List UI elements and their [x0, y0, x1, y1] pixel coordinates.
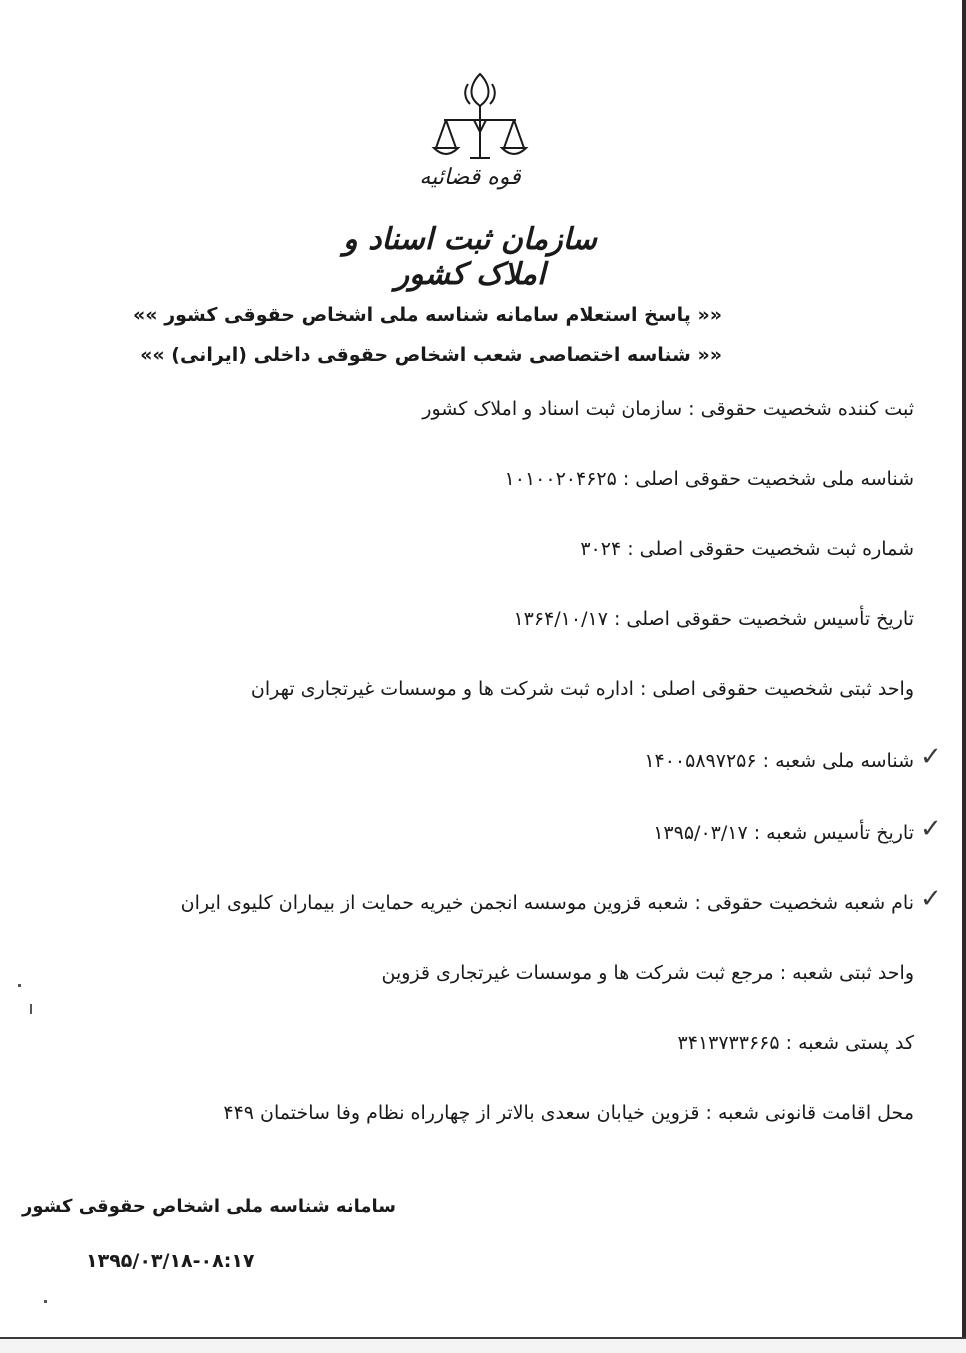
scan-speck: [30, 1004, 32, 1014]
footer-timestamp: ۱۳۹۵/۰۳/۱۸-۰۸:۱۷: [86, 1250, 255, 1272]
field-value: ۱۰۱۰۰۲۰۴۶۲۵: [504, 468, 617, 490]
field-main-national-id: [505, 468, 914, 490]
field-branch-name: [181, 892, 914, 914]
field-separator: :: [779, 1032, 799, 1054]
field-label: ثبت کننده شخصیت حقوقی: [700, 398, 914, 420]
field-separator: :: [616, 468, 636, 490]
response-title: «« پاسخ استعلام سامانه شناسه ملی اشخاص حقوقی کشور »»: [133, 304, 722, 326]
field-value: مرجع ثبت شرکت ها و موسسات غیرتجاری قزوین: [381, 962, 774, 984]
field-separator: :: [633, 678, 653, 700]
field-separator: :: [699, 1102, 718, 1124]
field-separator: :: [607, 608, 627, 630]
judiciary-title: قوه قضائیه: [419, 165, 521, 190]
field-branch-national-id: [644, 750, 914, 772]
field-label: شناسه ملی شعبه: [775, 750, 914, 772]
field-label: تاریخ تأسیس شعبه: [766, 822, 914, 844]
field-label: نام شعبه شخصیت حقوقی: [706, 892, 914, 914]
field-label: واحد ثبتی شخصیت حقوقی اصلی: [652, 678, 914, 700]
field-value: ۱۴۰۰۵۸۹۷۲۵۶: [644, 750, 757, 772]
scan-speck: [18, 984, 21, 987]
field-label: واحد ثبتی شعبه: [792, 962, 914, 984]
field-branch-legal-address: [223, 1102, 914, 1124]
field-label: کد پستی شعبه: [798, 1032, 914, 1054]
field-value: قزوین خیابان سعدی بالاتر از چهارراه نظام وفا ساختمان ۴۴۹: [223, 1102, 700, 1124]
field-main-registration-unit: [251, 678, 914, 700]
field-value: ۳۰۲۴: [580, 538, 622, 560]
field-separator: :: [747, 822, 767, 844]
field-value: ۱۳۹۵/۰۳/۱۷: [653, 822, 748, 844]
field-value: سازمان ثبت اسناد و املاک کشور: [422, 398, 683, 420]
field-value: اداره ثبت شرکت ها و موسسات غیرتجاری تهران: [250, 678, 634, 700]
footer-system-name: سامانه شناسه ملی اشخاص حقوقی کشور: [22, 1196, 396, 1217]
judiciary-emblem-icon: [430, 70, 530, 166]
field-branch-postal-code: [678, 1032, 914, 1054]
field-separator: :: [773, 962, 793, 984]
field-main-registration-number: [580, 538, 914, 560]
field-label: شناسه ملی شخصیت حقوقی اصلی: [635, 468, 914, 490]
field-separator: :: [756, 750, 776, 772]
field-main-establishment-date: [513, 608, 914, 630]
scan-margin-bottom: [0, 1339, 966, 1353]
scan-speck: [44, 1300, 47, 1303]
field-branch-registration-unit: [382, 962, 914, 984]
field-label: محل اقامت قانونی شعبه: [717, 1102, 914, 1124]
field-value: ۳۴۱۳۷۳۳۶۶۵: [677, 1032, 780, 1054]
organization-title: سازمان ثبت اسناد و املاک کشور: [343, 222, 597, 292]
checkmark-icon: ✓: [920, 742, 942, 772]
field-value: شعبه قزوین موسسه انجمن خیریه حمایت از بیماران کلیوی ایران: [180, 892, 689, 914]
field-separator: :: [621, 538, 640, 560]
checkmark-icon: ✓: [920, 884, 942, 914]
field-label: شماره ثبت شخصیت حقوقی اصلی: [639, 538, 914, 560]
field-branch-establishment-date: [653, 822, 914, 844]
branch-id-title: «« شناسه اختصاصی شعب اشخاص حقوقی داخلی (ایرانی) »»: [140, 344, 722, 366]
scan-edge-right: [962, 0, 966, 1353]
scan-edge-bottom: [0, 1337, 966, 1339]
checkmark-icon: ✓: [920, 814, 942, 844]
field-separator: :: [688, 892, 707, 914]
field-value: ۱۳۶۴/۱۰/۱۷: [513, 608, 608, 630]
field-separator: :: [682, 398, 701, 420]
field-registrar: [422, 398, 914, 420]
field-label: تاریخ تأسیس شخصیت حقوقی اصلی: [626, 608, 914, 630]
